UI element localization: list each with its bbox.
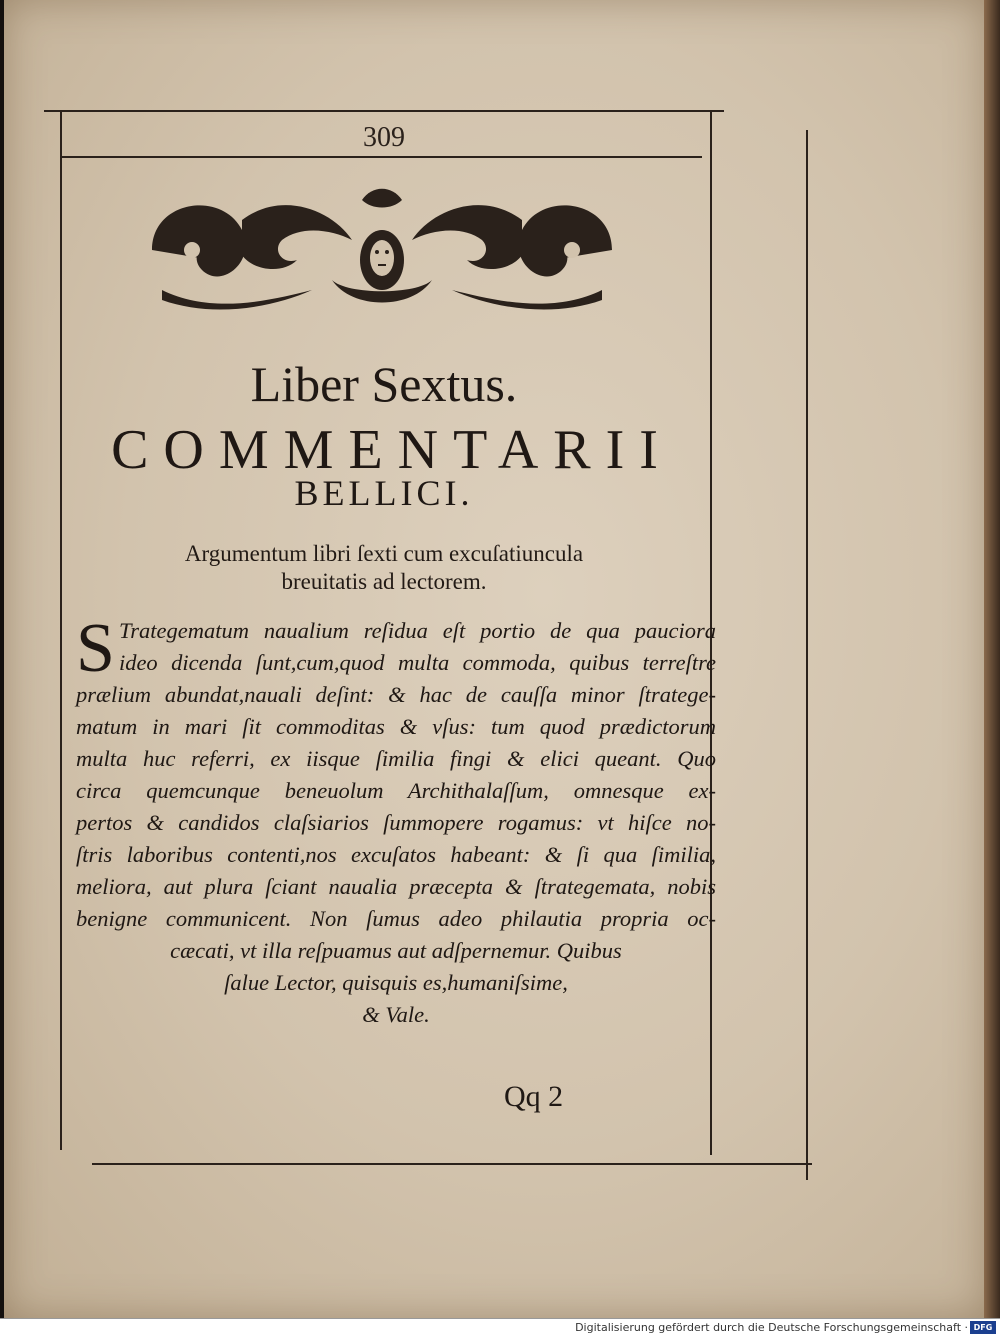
book-page [4,0,986,1318]
argument-line: breuitatis ad lectorem. [281,569,487,594]
dfg-logo: DFG [970,1321,996,1334]
frame-left-rule [60,110,62,1150]
body-line: benigne communicent. Non ſumus adeo philautia propria oc- [76,906,716,931]
body-line: circa quemcunque beneuolum Archithalaſſum, omnesque ex- [76,778,716,803]
frame-header-rule [62,156,702,158]
frame-bottom-rule [92,1163,812,1165]
body-line: ſtris laboribus contenti,nos excuſatos habeant: & ſi qua ſimilia, [76,842,716,867]
body-paragraph [76,610,716,1031]
body-line: multa huc referri, ex iisque ſimilia fingi & elici queant. Quo [76,746,716,771]
subtitle: BELLICI. [294,473,474,513]
frame-top-rule [44,110,724,112]
header-title: Liber Sextus. [250,356,518,412]
body-line: Trategematum naualium reſidua eſt portio de qua pauciora [118,618,716,643]
signature-mark: Qq 2 [504,1080,564,1113]
body-line: pertos & candidos claſsiarios ſummopere rogamus: vt hiſce no- [76,810,716,835]
body-line: cæcati, vt illa reſpuamus aut adſpernemur. Quibus [170,938,622,963]
body-line: ideo dicenda ſunt,cum,quod multa commoda, quibus terreſtre [118,650,716,675]
body-line: matum in mari ſit commoditas & vſus: tum quod prædictorum [76,714,716,739]
main-title: COMMENTARII [111,419,673,481]
argument-heading [124,540,644,596]
drop-cap: S [76,610,115,687]
footer-strip [0,1318,1000,1336]
body-line: prælium abundat,nauali deſint: & hac de cauſſa minor ſtratege- [76,682,716,707]
body-line: ſalue Lector, quisquis es,humaniſsime, [224,970,568,995]
ornament-headpiece [132,180,632,320]
argument-line: Argumentum libri ſexti cum excuſatiuncula [184,541,584,566]
footer-credit: Digitalisierung gefördert durch die Deutsche Forschungsgemeinschaft · [575,1321,968,1334]
page-edge [984,0,1000,1318]
body-line: meliora, aut plura ſciant naualia præcepta & ſtrategemata, nobis [76,874,716,899]
body-line: & Vale. [362,1002,430,1027]
frame-outer-right-rule [806,130,808,1180]
page-number: 309 [363,122,405,153]
